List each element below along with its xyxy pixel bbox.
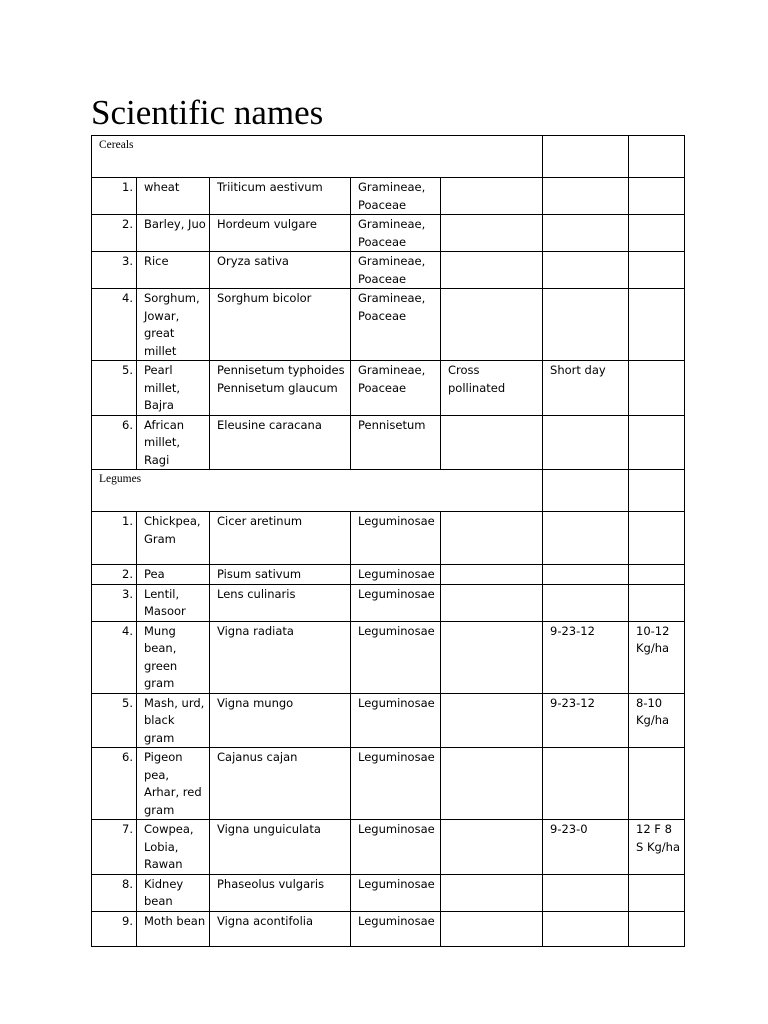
family: Leguminosae	[351, 621, 441, 693]
seed-rate: 12 F 8 S Kg/ha	[629, 820, 685, 875]
common-name: Chickpea, Gram	[137, 512, 210, 565]
family: Leguminosae	[351, 820, 441, 875]
seed-rate	[629, 178, 685, 215]
photoperiod	[543, 874, 629, 911]
seed-rate	[629, 361, 685, 416]
pollination	[441, 584, 543, 621]
photoperiod	[543, 289, 629, 361]
pollination	[441, 748, 543, 820]
table-row	[92, 820, 685, 875]
common-name: African millet, Ragi	[137, 415, 210, 470]
page-title: Scientific names	[91, 93, 324, 132]
scientific-names-table	[91, 135, 685, 947]
family: Leguminosae	[351, 512, 441, 565]
table-row	[92, 693, 685, 748]
seed-rate	[629, 289, 685, 361]
scientific-name: Sorghum bicolor	[210, 289, 351, 361]
table-row	[92, 911, 685, 946]
family: Gramineae, Poaceae	[351, 215, 441, 252]
seed-rate	[629, 874, 685, 911]
pollination	[441, 289, 543, 361]
table-row	[92, 621, 685, 693]
family: Gramineae, Poaceae	[351, 361, 441, 416]
scientific-name: Cajanus cajan	[210, 748, 351, 820]
row-number: 1.	[92, 512, 137, 565]
photoperiod	[543, 748, 629, 820]
scientific-name: Eleusine caracana	[210, 415, 351, 470]
photoperiod	[543, 415, 629, 470]
scientific-name: Pennisetum typhoides Pennisetum glaucum	[210, 361, 351, 416]
common-name: Moth bean	[137, 911, 210, 946]
photoperiod	[543, 584, 629, 621]
pollination	[441, 911, 543, 946]
scientific-name: Lens culinaris	[210, 584, 351, 621]
table-row	[92, 252, 685, 289]
photoperiod: 9-23-0	[543, 820, 629, 875]
common-name: Pigeon pea, Arhar, red gram	[137, 748, 210, 820]
photoperiod	[543, 178, 629, 215]
pollination	[441, 512, 543, 565]
family: Leguminosae	[351, 748, 441, 820]
common-name: wheat	[137, 178, 210, 215]
row-number: 4.	[92, 289, 137, 361]
row-number: 8.	[92, 874, 137, 911]
row-number: 4.	[92, 621, 137, 693]
seed-rate	[629, 584, 685, 621]
section-heading: Legumes	[92, 470, 543, 512]
table-row	[92, 215, 685, 252]
common-name: Pea	[137, 565, 210, 585]
table-row	[92, 748, 685, 820]
section-header-row	[92, 136, 685, 178]
pollination: Cross pollinated	[441, 361, 543, 416]
row-number: 5.	[92, 361, 137, 416]
row-number: 7.	[92, 820, 137, 875]
seed-rate	[629, 512, 685, 565]
common-name: Barley, Juo	[137, 215, 210, 252]
section-heading: Cereals	[92, 136, 543, 178]
family: Leguminosae	[351, 911, 441, 946]
table-cell	[629, 470, 685, 512]
table-row	[92, 512, 685, 565]
seed-rate: 10-12 Kg/ha	[629, 621, 685, 693]
seed-rate	[629, 911, 685, 946]
scientific-name: Vigna unguiculata	[210, 820, 351, 875]
family: Gramineae, Poaceae	[351, 289, 441, 361]
common-name: Sorghum, Jowar, great millet	[137, 289, 210, 361]
table-row	[92, 584, 685, 621]
common-name: Lentil, Masoor	[137, 584, 210, 621]
family: Leguminosae	[351, 584, 441, 621]
row-number: 2.	[92, 565, 137, 585]
table-row	[92, 178, 685, 215]
pollination	[441, 215, 543, 252]
table-row	[92, 874, 685, 911]
row-number: 9.	[92, 911, 137, 946]
row-number: 3.	[92, 584, 137, 621]
scientific-name: Vigna acontifolia	[210, 911, 351, 946]
photoperiod: Short day	[543, 361, 629, 416]
family: Leguminosae	[351, 874, 441, 911]
pollination	[441, 178, 543, 215]
photoperiod	[543, 252, 629, 289]
table-cell	[543, 136, 629, 178]
pollination	[441, 874, 543, 911]
scientific-name: Vigna mungo	[210, 693, 351, 748]
table-cell	[629, 136, 685, 178]
pollination	[441, 693, 543, 748]
scientific-name: Hordeum vulgare	[210, 215, 351, 252]
scientific-name: Triiticum aestivum	[210, 178, 351, 215]
common-name: Pearl millet, Bajra	[137, 361, 210, 416]
seed-rate	[629, 565, 685, 585]
pollination	[441, 415, 543, 470]
photoperiod: 9-23-12	[543, 693, 629, 748]
family: Pennisetum	[351, 415, 441, 470]
pollination	[441, 621, 543, 693]
pollination	[441, 252, 543, 289]
seed-rate	[629, 252, 685, 289]
table-row	[92, 361, 685, 416]
pollination	[441, 565, 543, 585]
photoperiod	[543, 565, 629, 585]
family: Gramineae, Poaceae	[351, 252, 441, 289]
photoperiod	[543, 512, 629, 565]
scientific-name: Vigna radiata	[210, 621, 351, 693]
row-number: 6.	[92, 415, 137, 470]
family: Leguminosae	[351, 565, 441, 585]
row-number: 1.	[92, 178, 137, 215]
seed-rate	[629, 215, 685, 252]
scientific-name: Cicer aretinum	[210, 512, 351, 565]
seed-rate	[629, 748, 685, 820]
photoperiod: 9-23-12	[543, 621, 629, 693]
pollination	[441, 820, 543, 875]
common-name: Rice	[137, 252, 210, 289]
common-name: Mash, urd, black gram	[137, 693, 210, 748]
table-row	[92, 289, 685, 361]
family: Gramineae, Poaceae	[351, 178, 441, 215]
scientific-name: Oryza sativa	[210, 252, 351, 289]
common-name: Kidney bean	[137, 874, 210, 911]
photoperiod	[543, 215, 629, 252]
scientific-name: Phaseolus vulgaris	[210, 874, 351, 911]
row-number: 5.	[92, 693, 137, 748]
scientific-name: Pisum sativum	[210, 565, 351, 585]
row-number: 2.	[92, 215, 137, 252]
table-cell	[543, 470, 629, 512]
family: Leguminosae	[351, 693, 441, 748]
table-row	[92, 415, 685, 470]
photoperiod	[543, 911, 629, 946]
seed-rate: 8-10 Kg/ha	[629, 693, 685, 748]
row-number: 3.	[92, 252, 137, 289]
section-header-row	[92, 470, 685, 512]
seed-rate	[629, 415, 685, 470]
common-name: Mung bean, green gram	[137, 621, 210, 693]
row-number: 6.	[92, 748, 137, 820]
common-name: Cowpea, Lobia, Rawan	[137, 820, 210, 875]
table-row	[92, 565, 685, 585]
